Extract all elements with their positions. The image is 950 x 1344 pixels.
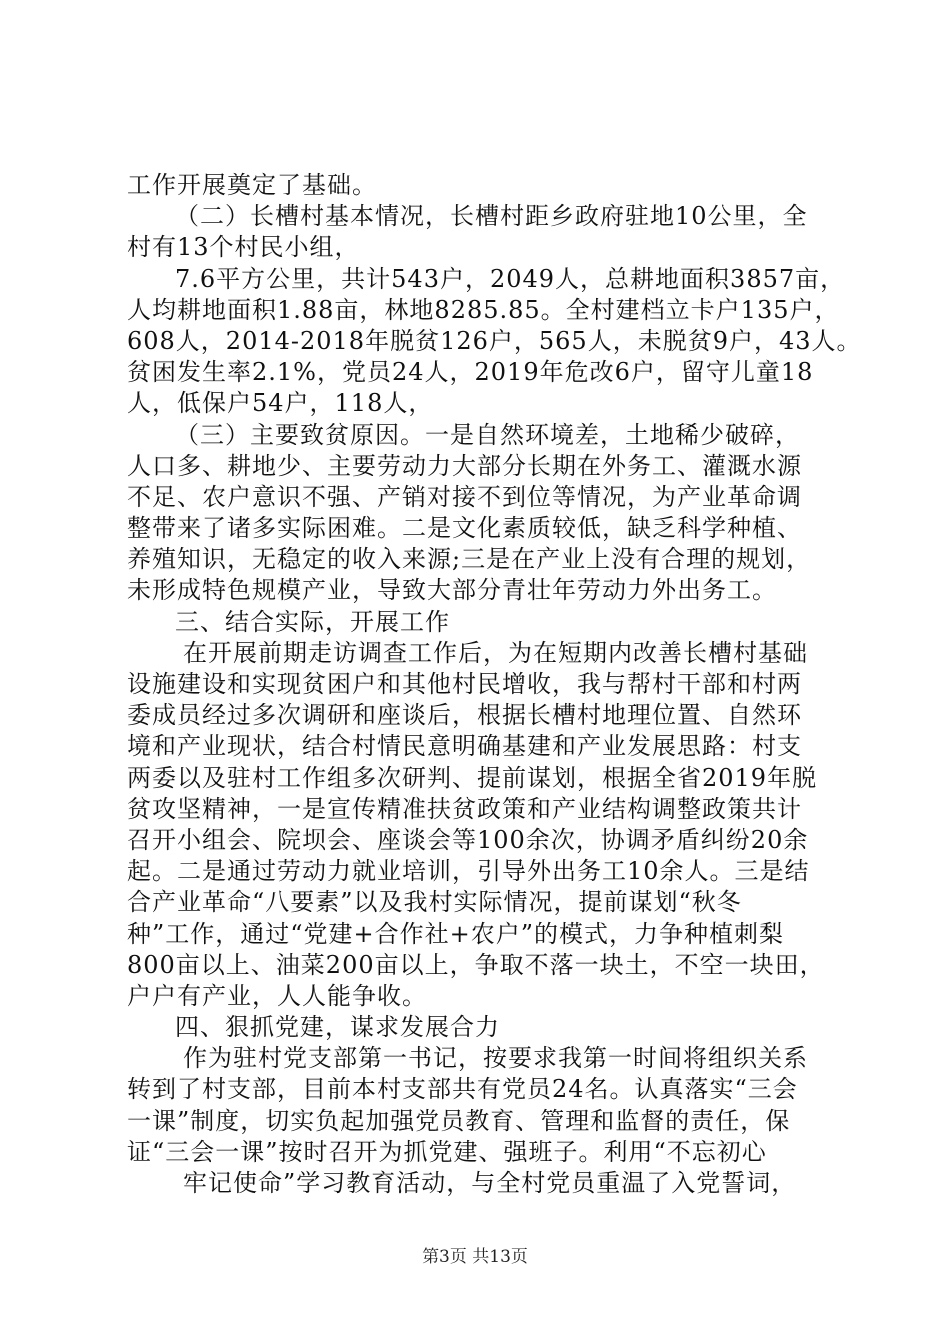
text-line: （三）主要致贫原因。一是自然环境差，土地稀少破碎，: [175, 420, 800, 449]
text-line: 在开展前期走访调查工作后，为在短期内改善长槽村基础: [183, 638, 808, 667]
text-line: 人均耕地面积1.88亩，林地8285.85。全村建档立卡户135户，: [127, 295, 840, 324]
text-line: 两委以及驻村工作组多次研判、提前谋划，根据全省2019年脱: [127, 763, 818, 792]
text-line: 转到了村支部，目前本村支部共有党员24名。认真落实“三会: [127, 1075, 798, 1104]
text-line: 608人，2014-2018年脱贫126户，565人，未脱贫9户，43人。: [127, 326, 862, 355]
text-line: 牢记使命”学习教育活动，与全村党员重温了入党誓词，: [183, 1169, 797, 1197]
text-line: 委成员经过多次调研和座谈后，根据长槽村地理位置、自然环: [127, 701, 802, 730]
text-line: 800亩以上、油菜200亩以上，争取不落一块土，不空一块田，: [127, 950, 825, 979]
text-line: 合产业革命“八要素”以及我村实际情况，提前谋划“秋冬: [127, 888, 742, 917]
text-line: 不足、农户意识不强、产销对接不到位等情况，为产业革命调: [127, 482, 802, 511]
text-line: 整带来了诸多实际困难。二是文化素质较低，缺乏科学种植、: [127, 514, 802, 543]
text-line: 贫攻坚精神，一是宣传精准扶贫政策和产业结构调整政策共计: [127, 794, 802, 823]
text-line: 证“三会一课”按时召开为抓党建、强班子。利用“不忘初心: [127, 1137, 767, 1166]
section-heading: 三、结合实际，开展工作: [175, 607, 450, 636]
text-line: 设施建设和实现贫困户和其他村民增收，我与帮村干部和村两: [127, 670, 802, 698]
text-line: 人口多、耕地少、主要劳动力大部分长期在外务工、灌溉水源: [127, 451, 802, 480]
text-line: 未形成特色规模产业，导致大部分青壮年劳动力外出务工。: [127, 576, 777, 605]
text-line: （二）长槽村基本情况，长槽村距乡政府驻地10公里，全: [175, 202, 808, 231]
text-line: 户户有产业，人人能争收。: [127, 981, 427, 1010]
text-line: 召开小组会、院坝会、座谈会等100余次，协调矛盾纠纷20余: [127, 825, 809, 854]
text-line: 境和产业现状，结合村情民意明确基建和产业发展思路：村支: [127, 732, 802, 761]
text-line: 贫困发生率2.1%，党员24人，2019年危改6户，留守儿童18: [127, 358, 814, 387]
text-line: 7.6平方公里，共计543户，2049人，总耕地面积3857亩，: [175, 264, 846, 293]
text-line: 工作开展奠定了基础。: [127, 171, 377, 199]
text-line: 人，低保户54户，118人，: [127, 389, 434, 418]
section-heading: 四、狠抓党建，谋求发展合力: [175, 1013, 500, 1042]
text-line: 一课”制度，切实负起加强党员教育、管理和监督的责任，保: [127, 1106, 791, 1135]
text-line: 起。二是通过劳动力就业培训，引导外出务工10余人。三是结: [127, 857, 810, 886]
text-line: 村有13个村民小组，: [127, 233, 360, 262]
text-line: 种”工作，通过“党建+合作社+农户”的模式，力争种植刺梨: [127, 919, 785, 948]
document-body: [127, 170, 862, 1199]
text-line: 养殖知识，无稳定的收入来源;三是在产业上没有合理的规划，: [127, 545, 812, 574]
text-line: 作为驻村党支部第一书记，按要求我第一时间将组织关系: [183, 1044, 808, 1073]
page-number-footer: 第3页 共13页: [422, 1247, 528, 1267]
